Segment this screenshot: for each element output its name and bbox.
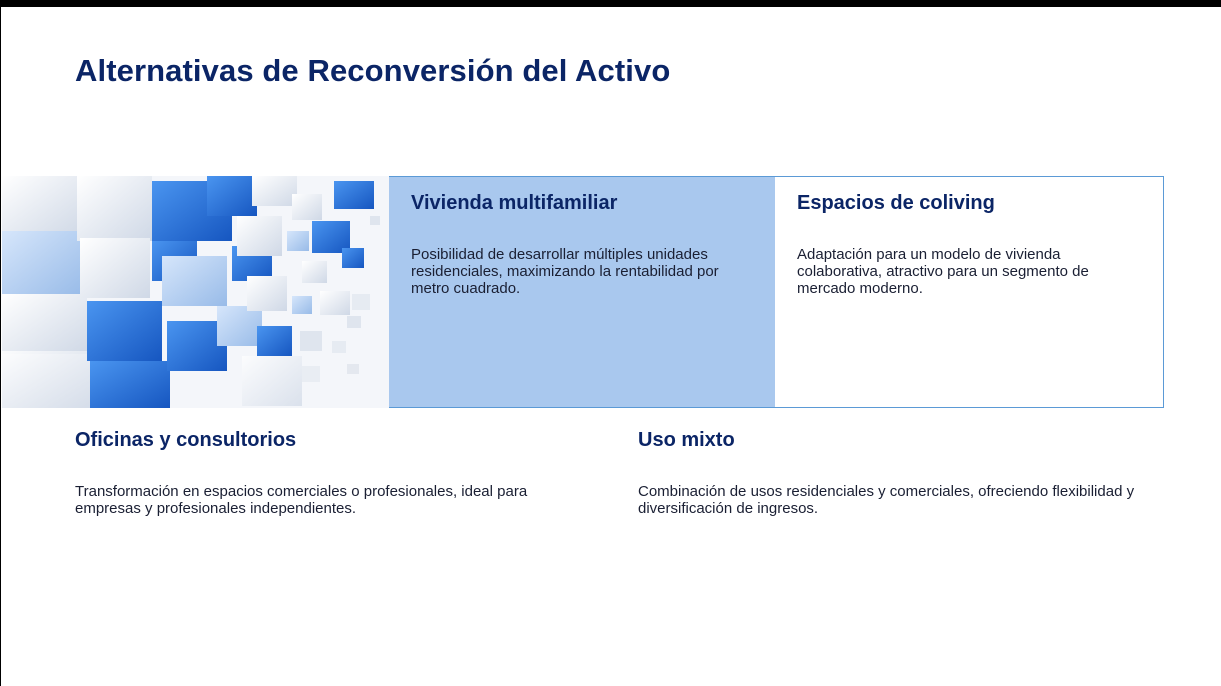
option-espacios-de-coliving [775, 177, 1163, 407]
slide-title: Alternativas de Reconversión del Activo [75, 53, 671, 88]
option-vivienda-multifamiliar [389, 177, 775, 407]
option-description: Combinación de usos residenciales y comerciales, ofreciendo flexibilidad y diversificación de ingresos. [638, 483, 1135, 517]
cubes-illustration [2, 176, 389, 408]
top-border [0, 0, 1221, 7]
option-heading: Espacios de coliving [797, 192, 995, 214]
cubes-icon [2, 176, 389, 408]
left-border [0, 7, 1, 686]
option-uso-mixto [638, 428, 1138, 517]
option-heading: Vivienda multifamiliar [411, 192, 618, 214]
option-description: Transformación en espacios comerciales o profesionales, ideal para empresas y profesionales independientes. [75, 483, 528, 517]
option-oficinas-y-consultorios [75, 428, 575, 517]
option-description: Posibilidad de desarrollar múltiples unidades residenciales, maximizando la rentabilidad por metro cuadrado. [411, 246, 719, 297]
option-description: Adaptación para un modelo de vivienda colaborativa, atractivo para un segmento de mercado moderno. [797, 246, 1089, 297]
option-heading: Oficinas y consultorios [75, 429, 297, 451]
option-heading: Uso mixto [638, 429, 735, 451]
